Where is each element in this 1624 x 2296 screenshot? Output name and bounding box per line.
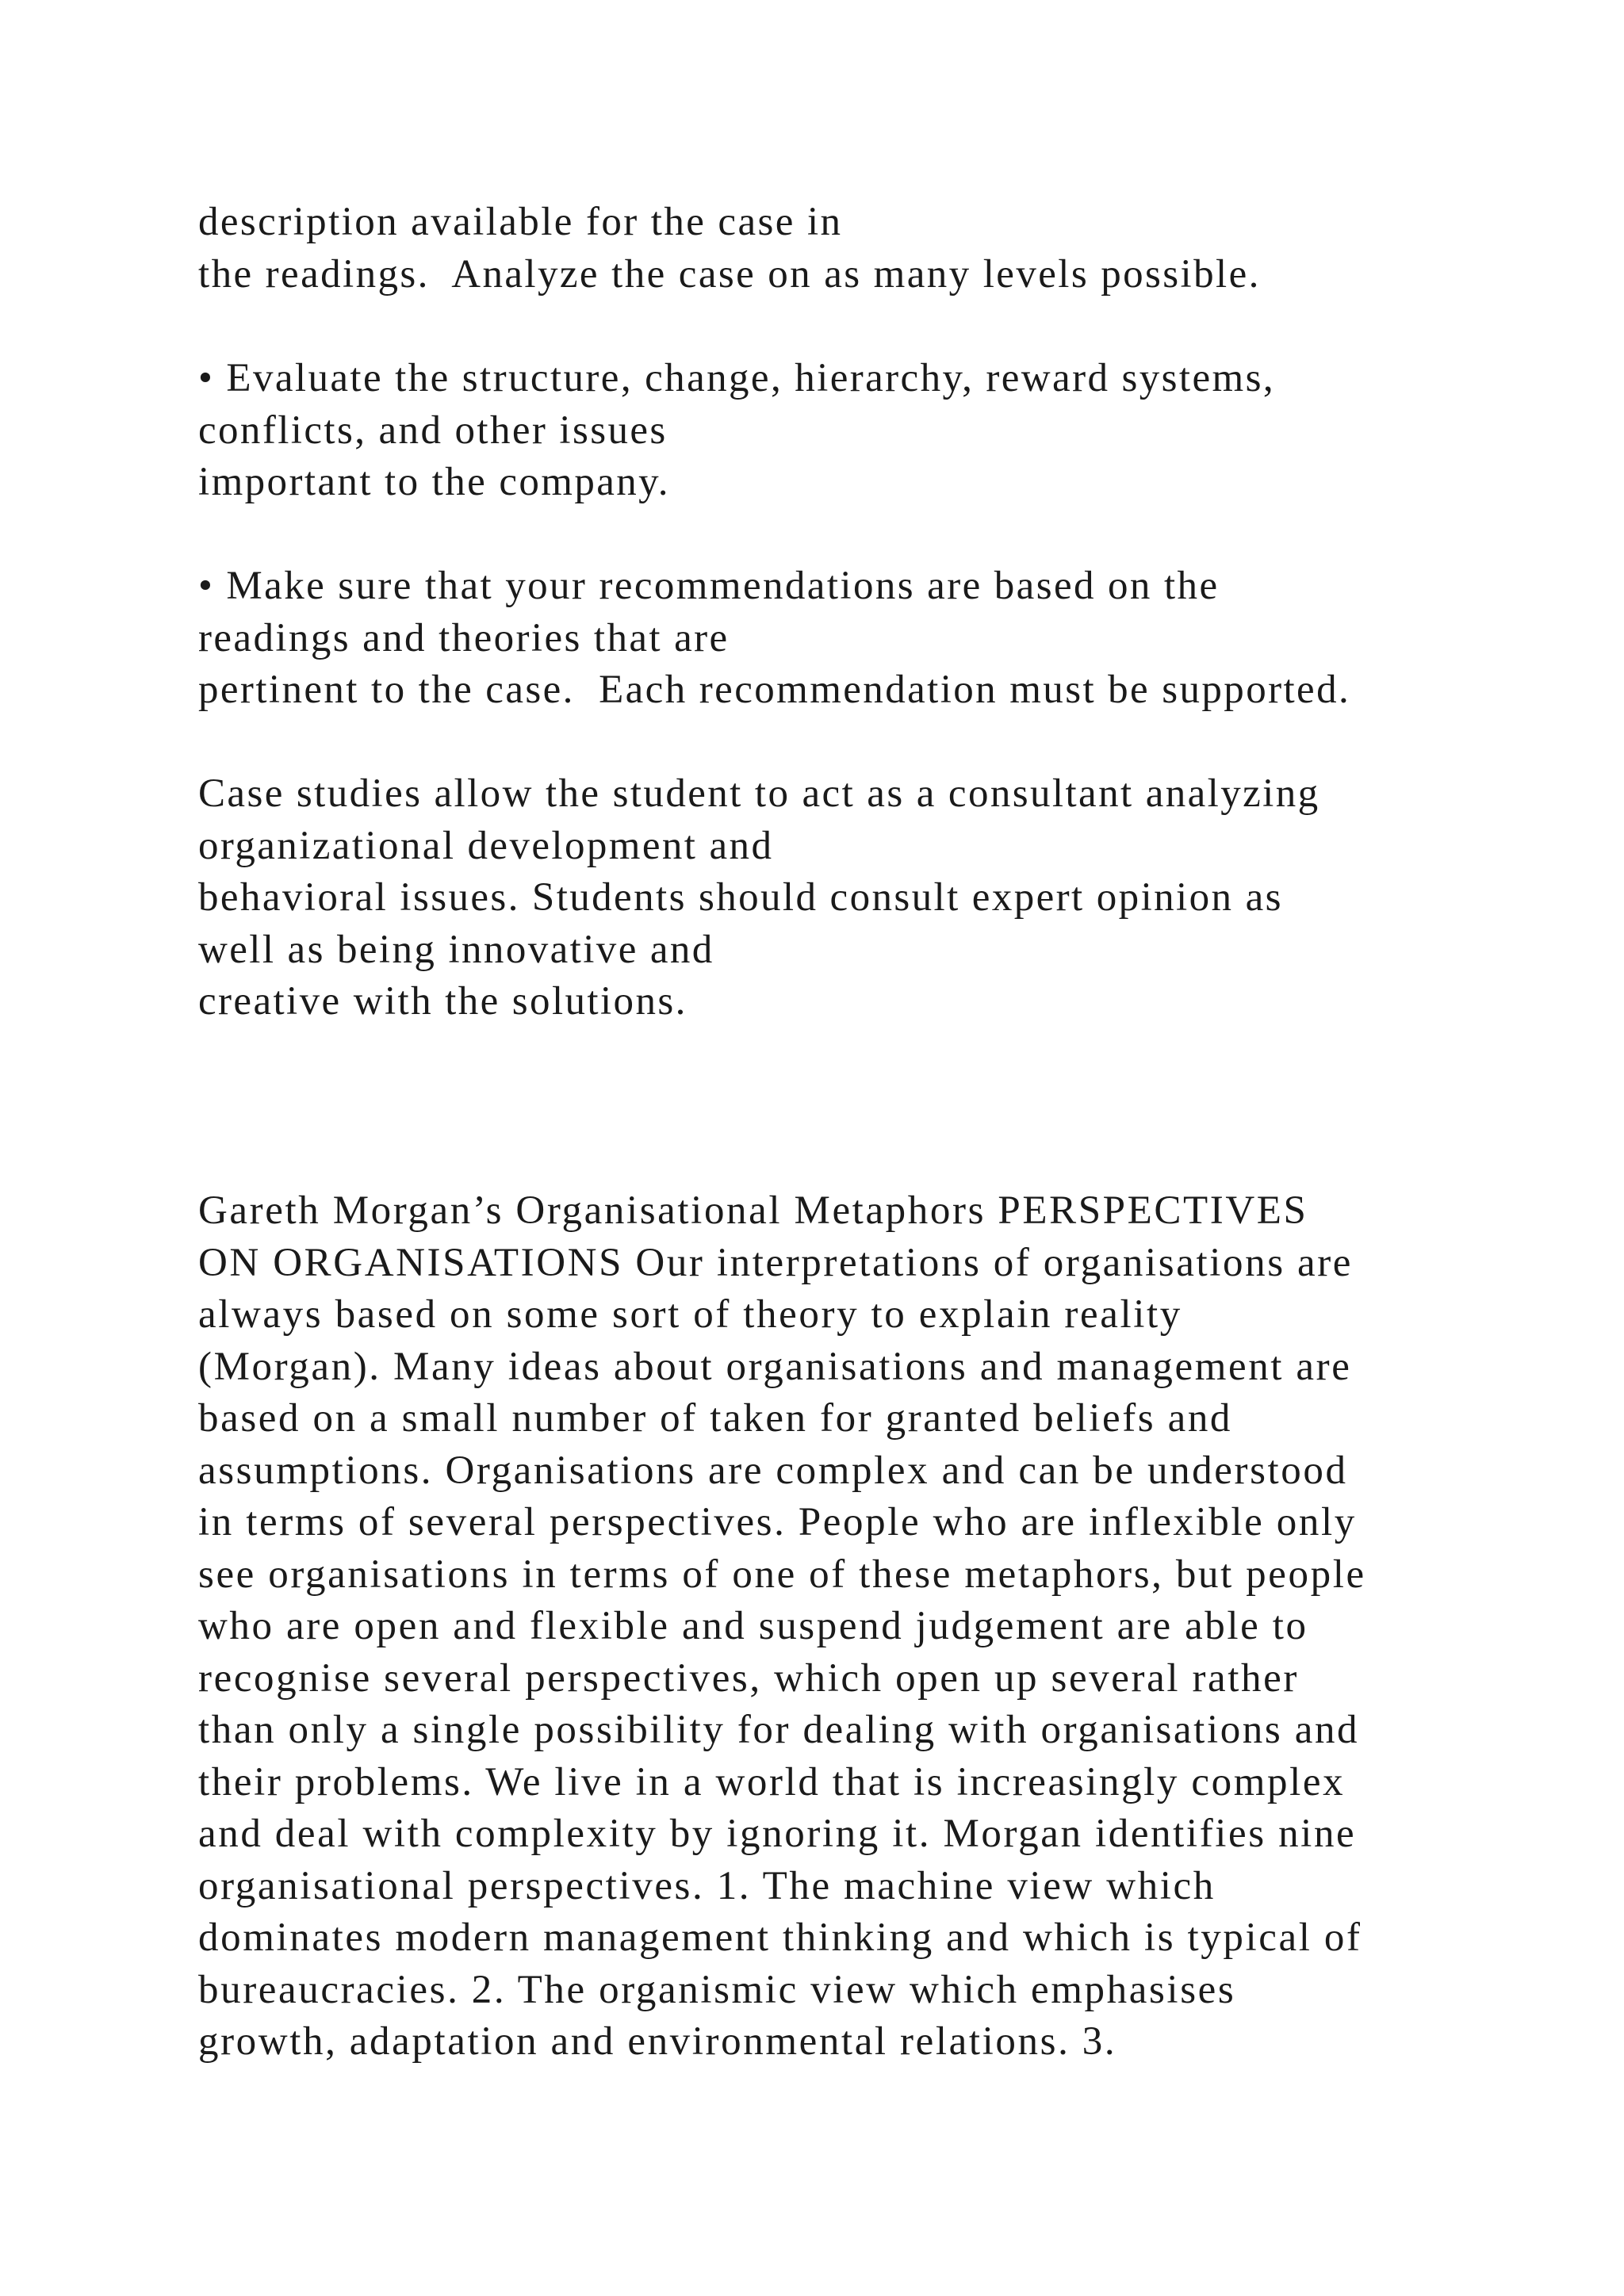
evaluate-bullet-paragraph: • Evaluate the structure, change, hierarchy, reward systems, conflicts, and other issues important to the company. <box>198 356 1275 504</box>
morgan-metaphors-paragraph: Gareth Morgan’s Organisational Metaphors PERSPECTIVES ON ORGANISATIONS Our interpretations of organisations are always based on some sort of theory to explain reality (Morgan). Many ideas about organisations and management are based on a small number of taken for granted beliefs and assumptions. Organisations are complex and can be understood in terms of several perspectives. People who are inflexible only see organisations in terms of one of these metaphors, but people who are open and flexible and suspend judgement are able to recognise several perspectives, which open up several rather than only a single possibility for dealing with organisations and their problems. We live in a world that is increasingly complex and deal with complexity by ignoring it. Morgan identifies nine organisational perspectives. 1. The machine view which dominates modern management thinking and which is typical of bureaucracies. 2. The organismic view which emphasises growth, adaptation and environmental relations. 3. <box>198 1188 1366 2064</box>
recommendations-bullet-paragraph: • Make sure that your recommendations are based on the readings and theories that are pertinent to the case. Each recommendation must be supported. <box>198 564 1351 712</box>
intro-paragraph: description available for the case in the readings. Analyze the case on as many levels possible. <box>198 200 1261 297</box>
case-studies-paragraph: Case studies allow the student to act as a consultant analyzing organizational development and behavioral issues. Students should consult expert opinion as well as being innovative and creative with the solutions. <box>198 771 1320 1024</box>
